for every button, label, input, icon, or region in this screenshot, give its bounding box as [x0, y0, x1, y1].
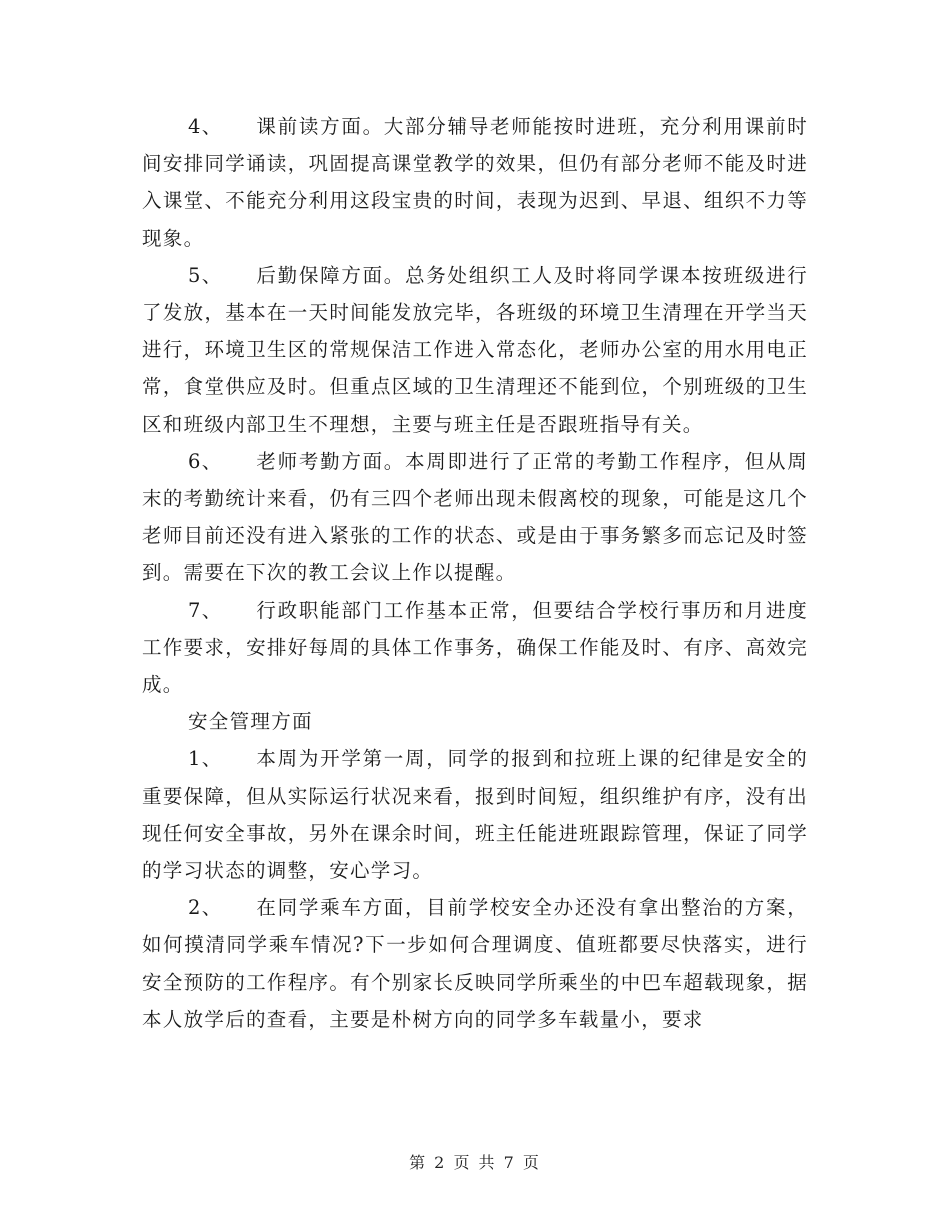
- paragraph-text: 行政职能部门工作基本正常，但要结合学校行事历和月进度工作要求，安排好每周的具体工作事务，确保工作能及时、有序、高效完成。: [142, 598, 808, 697]
- paragraph-number: 4、: [188, 115, 223, 138]
- paragraph-4: [142, 108, 808, 257]
- paragraph-text: 在同学乘车方面，目前学校安全办还没有拿出整治的方案，如何摸清同学乘车情况?下一步如何合理调度、值班都要尽快落实，进行安全预防的工作程序。有个别家长反映同学所乘坐的中巴车超载现象，据本人放学后的查看，主要是朴树方向的同学多车载量小，要求: [142, 896, 808, 1031]
- page-footer: 第 2 页 共 7 页: [409, 1153, 541, 1172]
- paragraph-number: 5、: [188, 263, 223, 287]
- paragraph-5: [142, 257, 808, 443]
- paragraph-text: 课前读方面。大部分辅导老师能按时进班，充分利用课前时间安排同学诵读，巩固提高课堂教学的效果，但仍有部分老师不能及时进入课堂、不能充分利用这段宝贵的时间，表现为迟到、早退、组织不力等现象。: [142, 115, 808, 250]
- paragraph-7: [142, 592, 808, 704]
- paragraph-text: 后勤保障方面。总务处组织工人及时将同学课本按班级进行了发放，基本在一天时间能发放完毕，各班级的环境卫生清理在开学当天进行，环境卫生区的常规保洁工作进入常态化，老师办公室的用水用电正常，食堂供应及时。但重点区域的卫生清理还不能到位，个别班级的卫生区和班级内部卫生不理想，主要与班主任是否跟班指导有关。: [142, 263, 808, 436]
- section-heading: 安全管理方面: [188, 710, 313, 734]
- paragraph-number: 2、: [188, 896, 223, 920]
- paragraph-text: 老师考勤方面。本周即进行了正常的考勤工作程序，但从周末的考勤统计来看，仍有三四个老师出现未假离校的现象，可能是这几个老师目前还没有进入紧张的工作的状态、或是由于事务繁多而忘记及时签到。需要在下次的教工会议上作以提醒。: [142, 449, 808, 585]
- paragraph-6: [142, 443, 808, 592]
- paragraph-text: 本周为开学第一周，同学的报到和拉班上课的纪律是安全的重要保障，但从实际运行状况来看，报到时间短，组织维护有序，没有出现任何安全事故，另外在课余时间，班主任能进班跟踪管理，保证了同学的学习状态的调整，安心学习。: [142, 747, 808, 883]
- document-body: [142, 108, 808, 1038]
- paragraph-number: 1、: [188, 747, 223, 771]
- safety-paragraph-1: [142, 740, 808, 889]
- paragraph-number: 7、: [188, 598, 223, 622]
- safety-paragraph-2: [142, 889, 808, 1038]
- paragraph-number: 6、: [188, 449, 223, 473]
